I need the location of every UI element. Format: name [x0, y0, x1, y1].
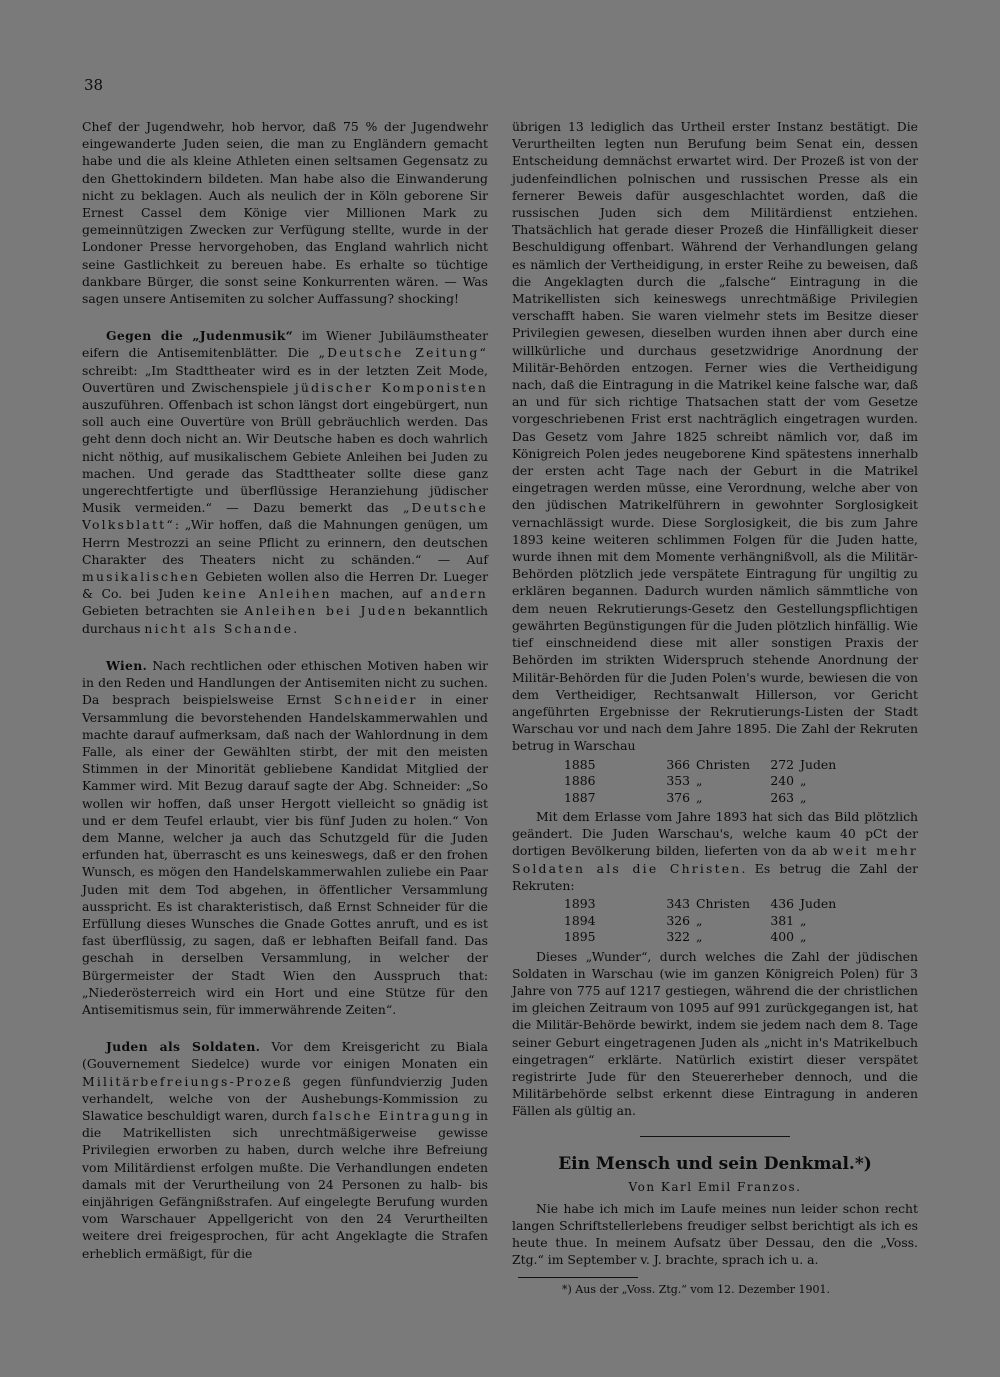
paragraph-juden-als-soldaten	[82, 1038, 488, 1262]
table-row	[564, 773, 846, 790]
emphasis-weit-mehr-soldaten: weit mehr Soldaten als die Christen	[512, 843, 918, 876]
christians-label-cell: „	[696, 912, 703, 928]
emphasis-anleihen-bei-juden: Anleihen bei Juden	[244, 603, 408, 619]
section-heading-juden-als-soldaten: Juden als Soldaten.	[106, 1039, 261, 1055]
jews-count-cell: 263	[770, 789, 794, 805]
section-divider	[640, 1136, 790, 1137]
emphasis-juedischer-komponisten: jüdischer Komponisten	[294, 379, 488, 395]
christians-count-cell: 322	[666, 929, 690, 945]
recruits-table-1893-1895	[564, 896, 846, 946]
text-span: im Wiener Jubiläumstheater eifern die Antisemitenblätter. Die	[82, 328, 488, 361]
christians-label-cell: Christen	[696, 896, 750, 912]
article-title: Ein Mensch und sein Denkmal.*)	[558, 1153, 872, 1174]
emphasis-nicht-als-schande: nicht als Schande	[144, 620, 294, 636]
year-cell: 1894	[564, 912, 596, 928]
paragraph-urtheil-continued: übrigen 13 lediglich das Urtheil erster Instanz bestätigt. Die Verurtheilten legten nun Berufung beim Senat ein, dessen Entscheidung demnächst erwartet wird. Der Prozeß ist von der judenfeindlichen polnischen und russischen Presse als ein fernerer Beweis dafür ausgeschlachtet worden, daß die russischen Juden sich dem Militärdienst entziehen. Thatsächlich hat gerade dieser Prozeß die Hinfälligkeit dieser Beschuldigung offenbart. Während der Verhandlungen gelang es nämlich der Vertheidigung, in erster Reihe zu beweisen, daß die Angeklagten durch die „falsche“ Eintragung in die Matrikellisten sich keineswegs unrechtmäßige Privilegien verschafft haben. Sie waren vielmehr stets im Besitze dieser Privilegien gewesen, dieselben wurden ihnen aber durch eine willkürliche und durchaus gesetzwidrige Anordnung der Militär-Behörden entzogen. Ferner wies die Vertheidigung nach, daß die Eintragung in die Matrikel keine falsche war, daß an und für sich richtige Thatsachen statt der vom Gesetze vorgeschriebenen Frist erst nachträglich eingetragen wurden. Das Gesetz vom Jahre 1825 schreibt nämlich vor, daß im Königreich Polen jedes neugeborene Kind spätestens innerhalb der ersten acht Tage nach der Geburt in die Matrikel eingetragen werden müsse, eine Verordnung, welche aber von den jüdischen Matrikelführern in gewohnter Sorglosigkeit vernachlässigt wurde. Diese Sorglosigkeit, die bis zum Jahre 1893 keine weiteren schlimmen Folgen für die Juden hatte, wurde ihnen mit dem Momente verhängnißvoll, als die Militär-Behörden plötzlich jede verspätete Eintragung für ungiltig zu erklären begannen. Dadurch wurden nämlich sämmtliche von dem neuen Rekrutierungs-Gesetz den Gestellungspflichtigen gewährten Begünstigungen für die Juden plötzlich hinfällig. Wie tief einschneidend diese mit aller sonstigen Praxis der Behörden im strikten Widerspruch stehende Anordnung der Militär-Behörden für die Juden Polen's wurde, bewiesen die von dem Vertheidiger, Rechtsanwalt Hillerson, vor Gericht angeführten Ergebnisse der Rekrutierungs-Listen der Stadt Warschau vor und nach dem Jahre 1895. Die Zahl der Rekruten betrug in Warschau	[512, 119, 918, 754]
table-row	[564, 757, 846, 774]
emphasis-keine-anleihen: keine Anleihen	[202, 586, 332, 602]
year-cell: 1895	[564, 929, 596, 945]
article-byline: Von Karl Emil Franzos.	[628, 1179, 802, 1194]
text-span: in einer Versammlung die bevorstehenden Handelskammerwahlen und machte darauf aufmerksam, daß nach der Wahlordnung in dem Falle, als einer der Gewählten stirbt, der mit den meisten Stimmen in der Minorität gebliebene Kandidat Mitglied der Kammer wird. Mit Bezug darauf sagte der Abg. Schneider: „So wollen wir hoffen, daß unser Hergott vielleicht so gnädig ist und er dem Teufel erlaubt, vier bis fünf Juden zu holen.“ Von dem Manne, welcher ja auch das Schutzgeld für die Juden erfunden hat, überrascht es uns keineswegs, daß er den frohen Wunsch, es mögen den Handelskammerwahlen zuliebe ein Paar Juden mit dem Tod abgehen, in öffentlicher Versammlung ausspricht. Es ist charakteristisch, daß Ernst Schneider für die Erfüllung dieses Wunsches die Gnade Gottes anruft, und es ist fast überflüssig, zu sagen, daß er lebhaften Beifall fand. Das geschah in derselben Versammlung, in welcher der Bürgermeister der Stadt Wien den Ausspruch that: „Niederösterreich wird ein Hort und eine Stütze für den Antisemitismus sein, für immerwährende Zeiten“.	[82, 692, 488, 1017]
emphasis-deutsches-volksblatt: „Deutsche Volksblatt“	[82, 500, 488, 533]
footnote: *) Aus der „Voss. Ztg.“ vom 12. Dezember 1901.	[562, 1282, 831, 1296]
christians-label-cell: „	[696, 789, 703, 805]
text-span: bekanntlich durchaus	[82, 603, 488, 636]
jews-label-cell: Juden	[800, 896, 837, 912]
jews-count-cell: 400	[770, 929, 794, 945]
christians-count-cell: 343	[666, 896, 690, 912]
christians-count-cell: 376	[666, 789, 690, 805]
jews-count-cell: 381	[770, 912, 794, 928]
text-span: gegen fünfundvierzig Juden verhandelt, welche von der Aushebungs-Kommission zu Slawatice beschuldigt waren, durch	[82, 1073, 488, 1123]
table-row	[564, 913, 846, 930]
section-heading-wien: Wien.	[106, 657, 148, 673]
jews-label-cell: Juden	[800, 756, 837, 772]
section-heading-judenmusik: Gegen die „Judenmusik“	[106, 328, 294, 344]
paragraph-judenmusik	[82, 327, 488, 637]
year-cell: 1885	[564, 756, 596, 772]
text-span: machen, auf	[331, 586, 431, 602]
page-number: 38	[84, 76, 104, 94]
text-span: : „Wir hoffen, daß die Mahnungen genügen, um Herrn Mestrozzi an seine Pflicht zu erinnern, den deutschen Charakter des Theaters nicht zu schänden.“ — Auf	[82, 517, 488, 567]
emphasis-militaerbefreiungs-prozess: Militärbefreiungs-Prozeß	[82, 1073, 294, 1089]
year-cell: 1893	[564, 896, 596, 912]
christians-count-cell: 353	[666, 773, 690, 789]
text-span: in die Matrikellisten sich unrechtmäßigerweise gewisse Privilegien erworben zu haben, durch welche ihre Befreiung vom Militärdienst erfolgen mußte. Die Verhandlungen endeten damals mit der Verurtheilung von 24 Personen zu halb- bis einjährigen Gefängnißstrafen. Auf eingelegte Berufung wurden vom Warschauer Appellgericht von den 24 Verurtheilten weitere drei freigesprochen, für acht Angeklagte die Strafen erheblich ermäßigt, für die	[82, 1107, 489, 1261]
table-row	[564, 790, 846, 807]
text-span: Gebieten betrachten sie	[82, 603, 245, 619]
jews-label-cell: „	[800, 773, 807, 789]
christians-label-cell: „	[696, 929, 703, 945]
text-span: Mit dem Erlasse vom Jahre 1893 hat sich das Bild plötzlich geändert. Die Juden Warschau's, welche kaum 40 pCt der dortigen Bevölkerung bilden, lieferten von da ab	[512, 809, 918, 859]
christians-count-cell: 326	[666, 912, 690, 928]
christians-count-cell: 366	[666, 756, 690, 772]
christians-label-cell: Christen	[696, 756, 750, 772]
year-cell: 1887	[564, 789, 596, 805]
table-row	[564, 896, 846, 913]
jews-label-cell: „	[800, 912, 807, 928]
jews-label-cell: „	[800, 789, 807, 805]
text-span: . Es betrug die Zahl der Rekruten:	[512, 860, 918, 893]
left-column	[82, 118, 488, 1262]
recruits-table-1885-1887	[564, 757, 846, 807]
emphasis-deutsche-zeitung: „Deutsche Zeitung“	[318, 345, 488, 361]
jews-label-cell: „	[800, 929, 807, 945]
text-span: auszuführen. Offenbach ist schon längst dort eingebürgert, nun soll auch eine Ouvertüre von Brüll gebräuchlich werden. Das geht denn doch nicht an. Wir Deutsche haben es doch wahrlich nicht nöthig, auf musikalischem Gebiete Anleihen bei Juden zu machen. Und gerade das Stadttheater sollte diese ganz ungerechtfertigte und überflüssige Heranziehung jüdischer Musik vermeiden.“ — Dazu bemerkt das	[82, 397, 488, 516]
emphasis-musikalischen: musikalischen	[82, 569, 201, 585]
jews-count-cell: 272	[770, 756, 794, 772]
emphasis-andern: andern	[430, 586, 488, 602]
jews-count-cell: 240	[770, 773, 794, 789]
emphasis-falsche-eintragung: falsche Eintragung	[312, 1107, 472, 1123]
text-span: .	[293, 620, 298, 636]
paragraph-wunder: Dieses „Wunder“, durch welches die Zahl der jüdischen Soldaten in Warschau (wie im ganzen Königreich Polen) für 3 Jahre von 775 auf 1217 gestiegen, während die der christlichen im gleichen Zeitraum von 1095 auf 991 zurückgegangen ist, hat die Militär-Behörde bewirkt, indem sie jedem nach dem 8. Tage seiner Geburt eingetragenen Juden als „nicht in's Matrikelbuch eingetragen“ erklärte. Natürlich existirt dieser verspätet registrirte Jude für den Steuererheber dennoch, und die Militärbehörde selbst erkennt diese Eintragung in anderen Fällen als gültig an.	[512, 948, 918, 1119]
right-column	[512, 118, 918, 1297]
year-cell: 1886	[564, 773, 596, 789]
table-row	[564, 929, 846, 946]
paragraph-erlass-1893	[512, 808, 918, 894]
jews-count-cell: 436	[770, 896, 794, 912]
text-span: Vor dem Kreisgericht zu Biala (Gouvernement Siedelce) wurde vor einigen Monaten ein	[82, 1039, 488, 1072]
text-span: Nach rechtlichen oder ethischen Motiven haben wir in den Reden und Handlungen der Antisemiten nicht zu suchen. Da besprach beispielsweise Ernst	[82, 657, 488, 708]
emphasis-schneider: Schneider	[333, 692, 418, 708]
text-span: Gebieten wollen also die Herren Dr. Lueger & Co. bei Juden	[82, 569, 488, 602]
paragraph-franzos-intro: Nie habe ich mich im Laufe meines nun leider schon recht langen Schriftstellerlebens freudiger selbst berichtigt als ich es heute thue. In meinem Aufsatz über Dessau, den die „Voss. Ztg.“ im September v. J. brachte, sprach ich u. a.	[512, 1200, 918, 1268]
paragraph-wien	[82, 657, 488, 1018]
text-span: schreibt: „Im Stadttheater wird es in der letzten Zeit Mode, Ouvertüren und Zwischenspiele	[82, 362, 488, 395]
christians-label-cell: „	[696, 773, 703, 789]
footnote-rule	[518, 1277, 638, 1278]
paragraph-jugendwehr: Chef der Jugendwehr, hob hervor, daß 75 % der Jugendwehr eingewanderte Juden seien, die man zu Engländern gemacht habe und die als kleine Athleten einen seltsamen Gegensatz zu den Ghettokindern bildeten. Man habe also die Einwanderung nicht zu beklagen. Auch als neulich der in Köln geborene Sir Ernest Cassel dem Könige vier Millionen Mark zu gemeinnützigen Zwecken zur Verfügung stellte, wurde in der Londoner Presse hervorgehoben, das England wahrlich nicht seine Gastlichkeit zu bereuen habe. Es erhalte so tüchtige dankbare Bürger, die sonst seine Konkurrenten wären. — Was sagen unsere Antisemiten zu solcher Auffassung? shocking!	[82, 119, 488, 307]
